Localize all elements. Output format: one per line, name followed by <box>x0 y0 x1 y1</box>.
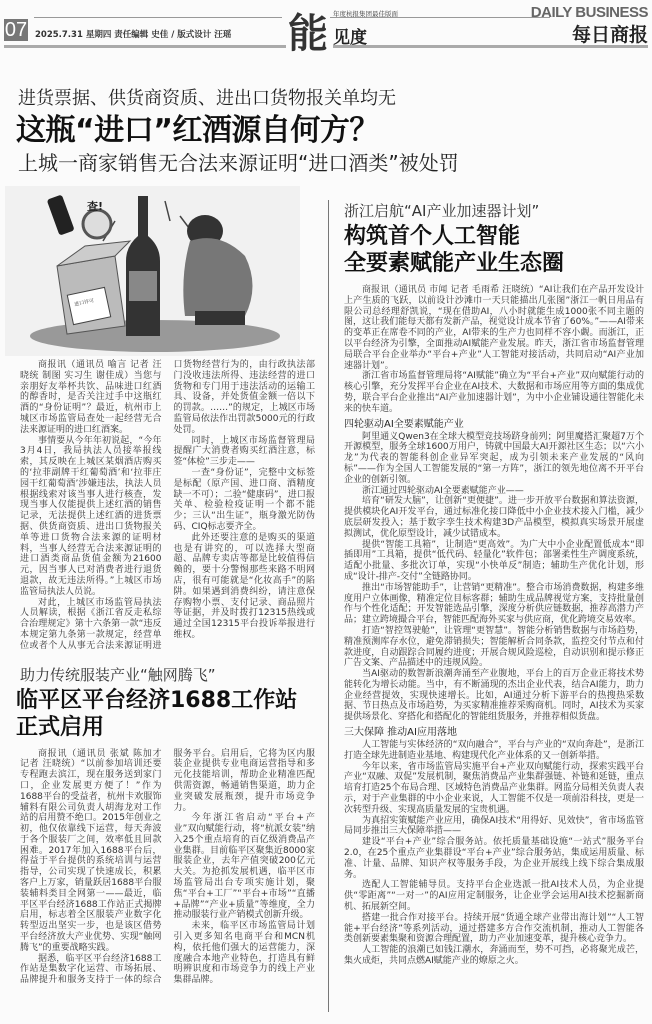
article3-paragraph: 今年浙江省启动“平台+产业”双向赋能行动，将“杭派女装”纳入25个重点培育的百亿级消费品产业集群。目前临平区聚集近8000家服装企业，去年产值突破200亿元大关。为抢抓发展机遇，临平区市场监管局出台专项实施计划，聚焦“平台+工厂”“平台+市场”“直播+品牌”“产业+质量”等维度，全力推动服装行业产销模式创新升级。 <box>173 813 315 921</box>
article2-paragraph: 浙江省市场监督管理局将“AI赋能”确立为“平台+产业”双向赋能行动的核心引擎，充分发挥平台企业在AI技术、大数据和市场应用等方面的集成优势，联合平台企业推出“AI产业加速器计划”，为中小企业铺设通往智能化未来的快车道。 <box>344 371 644 414</box>
wine-illustration <box>5 186 300 356</box>
article2-paragraph: 当AI驱动的数智新浪潮奔涌至产业腹地，平台上的百万企业正将技术势能转化为增长动能。当中，有不断涌现的杰出企业代表，结合AI能力，助力企业经营提效，实现快速增长。比如，AI通过分析下游平台的热搜热采数据、节日热点及市场趋势，为买家精准推荐采购商机。同时，AI技术为买家提供场景化、穿搭化和搭配化的智能组货服务，并推荐相似货盘。 <box>344 669 644 723</box>
article3-headline <box>16 687 315 741</box>
article2-paragraph: 建设“平台+产业”综合服务站。依托质量基础设施“一站式”服务平台2.0，在25个重点产业集群设“平台+产业”综合服务站，集成运用质量、标准、计量、品牌、知识产权等服务手段，为企业开展线上线下综合集成服务。 <box>344 837 644 880</box>
article1-paragraph: 事情要从今年年初说起，“今年3月4日，我局执法人员接举报线索，其反映在上城区某烟酒店购买的‘拉菲副牌干红葡萄酒’和‘拉菲庄园干红葡萄酒’涉嫌违法，执法人员根据线索对该当事人进行核查，发现当事人仅能提供上述红酒的销售记录，无法提供上述红酒的进货票据、供货商资质、进出口货物报关单等进口货物合法来源的证明材料，当事人经营无合法来源证明的进口酒类商品货值金额为21600元，因当事人已对消费者进行退货退款，故无违法所得。”上城区市场监管局执法人员说。 <box>20 435 162 597</box>
article2-paragraph: 商报讯（通讯员 市闻 记者 毛雨希 汪晓统）“AI让我们在产品开发设计上产生质的飞跃，以前设计沙滩巾一天只能描出几张图”浙江一帆日用品有限公司总经理舒凯说，“现在借助AI，八小时就能生成1000张不同主题的图，这让我们能每天都有发新产品，视觉设计成本节省了60%。”——AI带来的变革正在席卷不同的产业，AI带来的生产力也同样不容小觑。而浙江，正以平台经济为引擎，全面推动AI赋能产业发展。昨天，浙江省市场监督管理局联合平台企业举办“平台+产业”人工智能对接活动，共同启动“AI产业加速器计划”。 <box>344 285 644 371</box>
article1-paragraph: 商报讯（通讯员 喻言 记者 汪晓统 制图 实习生 谢佳成）当您与亲朋好友举杯共饮、品味进口红酒的醇香时，是否关注过手中这瓶红酒的“身份证明”？最近，杭州市上城区市场监管局查处一起经营无合法来源证明的进口红酒案。 <box>20 360 162 435</box>
article3-paragraph: 据悉，临平区平台经济1688工作站是集数字化运营、市场拓展、品牌提升和服务支持于一体的综合服务平台。启用后，它将为区内服装企业提供专业电商运营指导和多元化技能培训，帮助企业精准匹配供需资源，畅通销售渠道，助力企业突破发展瓶颈，提升市场竞争力。 <box>20 748 315 986</box>
article2-headline-line: 全要素赋能产业生态圈 <box>344 251 565 276</box>
article1-paragraph: 一查“身份证”，完整中文标签是标配（原产国、进口商、酒精度缺一不可）；二验“健康码”，进口报关单、检验检疫证明一个都不能少；三认“出生证”，瓶身激光防伪码、CIQ标志要齐全。 <box>173 467 315 532</box>
article2-paragraph: 人工智能与实体经济的“双向融合”，平台与产业的“双向奔赴”，是浙江打造全球先进制造业基地、构建现代化产业体系的又一创新举措。 <box>344 740 644 761</box>
article1-paragraph: 对此，上城区市场监管局执法人员解读，根据《浙江省反走私综合治理规定》第十六条第一款“违反本规定第九条第一款规定，经营单位或者个人从事无合法来源证明进口货物经营行为的，由行政执法部门没收违法所得、违法经营的进口货物和专门用于违法活动的运输工具、设备，并处货值金额一倍以下的罚款。……”的规定，上城区市场监管局依法作出罚款5000元的行政处罚。 <box>20 360 315 651</box>
article3-headline-line: 正式启用 <box>16 714 105 740</box>
article2-subheading: 四轮驱动AI全要素赋能产业 <box>344 418 464 430</box>
article3-headline-line: 临平区平台经济1688工作站 <box>16 687 298 713</box>
column-divider <box>328 200 329 1012</box>
right-column <box>344 202 644 967</box>
article2-paragraph: 推出“市场智能助手”，让营销“更精准”。整合市场消费数据，构建多维度用户立体画像，精准定位目标客群；辅助生成品牌视觉方案，支持批量创作与个性化适配；开发智能选品引擎，深度分析供应链数据，推荐高潜力产品；建立跨境撮合平台，智能匹配海外买家与供应商，优化跨境交易效率。 <box>344 582 644 626</box>
article1-paragraph: 此外还要注意的是购买的渠道也是有讲究的，可以选择大型商超、品牌专卖店等都是比较值得信赖的，要十分警惕那些来路不明网店，很有可能就是“化妆高手”的陷阱。如果遇到消费纠纷，请注意保存购物小票、支付记录、商品照片等证据，并及时拨打12315热线或通过全国12315平台投诉举报进行维权。 <box>173 532 315 640</box>
header-rule-left <box>34 17 282 18</box>
article3-kicker: 助力传统服装产业“触网腾飞” <box>20 665 216 684</box>
article2-paragraph: 阿里通义Qwen3在全球大模型竞技场跻身前列；阿里魔搭汇聚超7万个开源模型，服务全球1600万用户，铸就中国最大AI开源社区生态；以“六小龙”为代表的智能科创企业异军突起，成为引领未来产业发展的“风向标”——作为全国人工智能发展的“第一方阵”，浙江的领先地位离不开平台企业的创新引领。 <box>344 431 644 485</box>
article1-body <box>20 360 315 652</box>
article2-paragraph: 选配人工智能辅导员。支持平台企业选派一批AI技术人员，为企业提供“零距离”“一对一”的AI应用定制服务，让企业学会运用AI技术挖掘新商机、拓展新空间。 <box>344 880 644 913</box>
magnifier-handle-icon <box>47 194 75 235</box>
article1-paragraph: 同时，上城区市场监督管理局提醒广大消费者购买红酒注意，标签“体检”三步走—— <box>173 435 315 468</box>
section-tag: 年度杭报集团最佳版面 <box>333 10 398 18</box>
article2-kicker: 浙江启航“AI产业加速器计划” <box>344 202 540 220</box>
article2-headline <box>344 223 644 277</box>
dateline: 2025.7.31 星期四 责任编辑 史佳 / 版式设计 汪瑶 <box>35 30 232 40</box>
article2-paragraph: 浙江通过四轮驱动AI全要素赋能产业—— <box>362 485 524 496</box>
document-label: 进口许可 <box>73 297 95 308</box>
article2-paragraph: 今年以来，省市场监管局实施平台+产业双向赋能行动，探索实践平台产业“双融、双促”发展机制，聚焦消费品产业集群强链、补链和延链，重点培育打造25个布局合理、区域特色消费品产业集群。网监分局相关负责人表示，对于产业集群的中小企业来说，人工智能不仅是一项前沿科技，更是一次转型升级、实现高质量发展的宝贵机遇。 <box>344 761 644 815</box>
article3-body <box>20 749 315 987</box>
article3-paragraph: 未来，临平区市场监管局计划引入更多知名电商平台和MCN机构，依托他们强大的运营能力，深度融合本地产业特色，打造具有鲜明辨识度和市场竞争力的线上产业集群品牌。 <box>173 921 315 986</box>
article2-headline-line: 构筑首个人工智能 <box>344 224 521 249</box>
section-logo-char: 能 <box>288 10 328 57</box>
article2-subheading: 三大保障 推动AI应用落地 <box>344 727 457 739</box>
article2-paragraph: 培育“研发大脑”，让创新“更便捷”。进一步开放平台数据和算法资源，提供模块化AI开发平台，通过标准化接口降低中小企业技术接入门槛，减少底层研发投入；基于数字孪生技术构建3D产品模型，模拟真实场景开展虚拟测试，优化原型设计，减少试错成本。 <box>344 496 644 539</box>
header-bar-left <box>4 45 286 48</box>
article2-body <box>344 285 644 967</box>
brand-english: DAILY BUSINESS <box>530 4 648 21</box>
wine-bottle-icon <box>126 196 160 336</box>
article1-subhead: 上城一商家销售无合法来源证明“进口酒类”被处罚 <box>18 151 459 175</box>
article2-paragraph: 搭建一批合作对接平台。持续开展“货通全球产业带出海计划”“人工智能+平台经济”等系列活动，通过搭建多方合作交流机制，推动人工智能各类创新要素集聚和资源合理配置，助力产业加速变革，提升核心竞争力。 <box>344 912 644 945</box>
article2-paragraph: 提供“智能工具箱”，让制造“更高效”。为广大中小企业配置低成本“即插即用”工具箱，提供“低代码、轻量化”软件包；部署柔性生产调度系统，适配小批量、多批次订单，实现“小快单反”制造；辅助生产优化计划，形成“设计-排产-交付”全链路协同。 <box>344 539 644 582</box>
article3-paragraph: 商报讯（通讯员 张斌 陈加才 记者 汪晓统）“以前参加培训还要专程跑去滨江，现在服务送到家门口，企业发展更方便了！”作为1688平台的受益者，杭州卡欢服饰辅料有限公司负责人胡海龙对工作站的启用赞不绝口。2015年创业之初，他仅依靠线下运营，每天奔波于各个服装厂之间，效率低且回款困难。2017年加入1688平台后，得益于平台提供的系统培训与运营指导，公司实现了快速成长，积累客户上万家，销量跃居1688平台服装辅料类目全网第一——最近，临平区平台经济1688工作站正式揭牌启用，标志着全区服装产业数字化转型迈出坚实一步，也是该区借势平台经济放大产业优势、实现“触网腾飞”的重要战略实践。 <box>20 748 162 953</box>
section-name: 见度 <box>333 28 367 48</box>
left-column <box>16 360 315 986</box>
magnifier-icon <box>83 210 111 238</box>
page-number: 07 <box>4 19 28 41</box>
stamp-text: 查! <box>87 200 104 213</box>
article1-headline: 这瓶“进口”红酒源自何方？ <box>16 113 379 148</box>
article2-paragraph: 打造“智控驾驶舱”，让管理“更智慧”。智能分析销售数据与市场趋势，精准预测库存水位，避免滞销损失；智能解析合同条款，监控交付节点和付款进度，自动跟踪合同履约进度；开展合规风险巡检，自动识别和提示修正广告文案、产品描述中的违规风险。 <box>344 625 644 669</box>
article1-kicker: 进货票据、供货商资质、进出口货物报关单均无 <box>18 88 396 109</box>
article2-paragraph: 人工智能的浪潮已如钱江潮水，奔涌而至，势不可挡，必将聚光成芒，集火成炬，共同点燃AI赋能产业的燎原之火。 <box>344 945 644 967</box>
article2-paragraph: 为真招实策赋能产业应用，确保AI技术“用得好、见效快”，省市场监管局同步推出三大保障举措—— <box>344 815 644 837</box>
brand-chinese: 每日商报 <box>571 24 648 46</box>
